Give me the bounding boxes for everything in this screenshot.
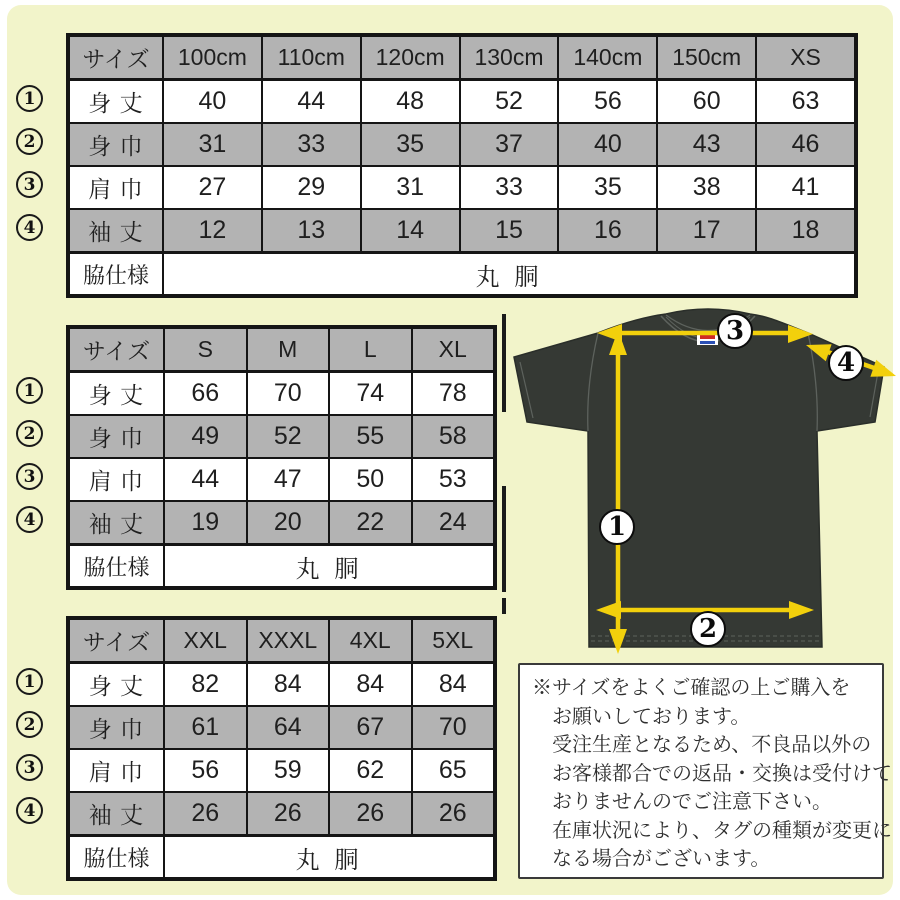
size-value: 64 bbox=[247, 706, 330, 749]
size-value: 44 bbox=[262, 80, 361, 123]
notice-line: お願いしております。 bbox=[552, 705, 751, 728]
purchase-notice bbox=[518, 663, 892, 879]
size-value: 38 bbox=[657, 166, 756, 209]
size-value: 12 bbox=[163, 209, 262, 252]
size-value: 27 bbox=[163, 166, 262, 209]
row-marker: 3 bbox=[16, 171, 43, 198]
size-value: 35 bbox=[558, 166, 657, 209]
column-header: サイズ bbox=[69, 36, 163, 80]
size-value: 44 bbox=[164, 458, 247, 501]
row-marker: 4 bbox=[16, 506, 43, 533]
size-value: 59 bbox=[247, 749, 330, 792]
row-label: 袖 丈 bbox=[69, 792, 164, 835]
column-header: 140cm bbox=[558, 36, 657, 80]
size-value: 56 bbox=[164, 749, 247, 792]
size-value: 18 bbox=[756, 209, 855, 252]
size-value: 56 bbox=[558, 80, 657, 123]
size-value: 29 bbox=[262, 166, 361, 209]
size-value: 70 bbox=[247, 372, 330, 415]
row-label: 身 巾 bbox=[69, 123, 163, 166]
size-value: 13 bbox=[262, 209, 361, 252]
size-value: 61 bbox=[164, 706, 247, 749]
size-value: 40 bbox=[163, 80, 262, 123]
size-value: 53 bbox=[412, 458, 495, 501]
notice-line: お客様都合での返品・交換は受付けて bbox=[552, 762, 892, 785]
shirt-marker-body-width: 2 bbox=[690, 611, 726, 647]
size-value: 62 bbox=[329, 749, 412, 792]
size-value: 15 bbox=[460, 209, 559, 252]
column-header: XL bbox=[412, 328, 495, 372]
kids-size-table bbox=[66, 33, 858, 298]
row-label: 袖 丈 bbox=[69, 501, 164, 544]
size-value: 52 bbox=[247, 415, 330, 458]
row-marker: 2 bbox=[16, 711, 43, 738]
row-label: 身 巾 bbox=[69, 415, 164, 458]
big-size-table bbox=[66, 616, 497, 881]
size-value: 63 bbox=[756, 80, 855, 123]
size-value: 35 bbox=[361, 123, 460, 166]
row-marker: 4 bbox=[16, 797, 43, 824]
size-value: 19 bbox=[164, 501, 247, 544]
side-spec-label: 脇仕様 bbox=[69, 252, 163, 295]
row-marker: 2 bbox=[16, 128, 43, 155]
size-value: 22 bbox=[329, 501, 412, 544]
column-header: サイズ bbox=[69, 619, 164, 663]
side-spec-label: 脇仕様 bbox=[69, 544, 164, 587]
side-spec-label: 脇仕様 bbox=[69, 835, 164, 878]
size-value: 26 bbox=[412, 792, 495, 835]
size-value: 60 bbox=[657, 80, 756, 123]
size-value: 33 bbox=[262, 123, 361, 166]
row-label: 身 丈 bbox=[69, 663, 164, 706]
notice-line: 受注生産となるため、不良品以外の bbox=[552, 734, 872, 756]
notice-line: 在庫状況により、タグの種類が変更に bbox=[552, 819, 892, 842]
size-value: 70 bbox=[412, 706, 495, 749]
row-label: 身 丈 bbox=[69, 372, 164, 415]
row-label: 身 丈 bbox=[69, 80, 163, 123]
column-header: S bbox=[164, 328, 247, 372]
column-header: 110cm bbox=[262, 36, 361, 80]
size-value: 20 bbox=[247, 501, 330, 544]
column-header: 4XL bbox=[329, 619, 412, 663]
size-value: 48 bbox=[361, 80, 460, 123]
size-value: 82 bbox=[164, 663, 247, 706]
row-marker: 3 bbox=[16, 463, 43, 490]
column-header: 5XL bbox=[412, 619, 495, 663]
size-value: 50 bbox=[329, 458, 412, 501]
size-value: 26 bbox=[247, 792, 330, 835]
row-label: 身 巾 bbox=[69, 706, 164, 749]
side-spec-value: 丸 胴 bbox=[163, 252, 855, 295]
size-value: 67 bbox=[329, 706, 412, 749]
row-marker: 2 bbox=[16, 420, 43, 447]
column-header: XXL bbox=[164, 619, 247, 663]
column-header: L bbox=[329, 328, 412, 372]
notice-line: おりませんのでご注意下さい。 bbox=[552, 791, 832, 813]
row-marker: 1 bbox=[16, 377, 43, 404]
size-value: 31 bbox=[163, 123, 262, 166]
row-marker: 4 bbox=[16, 214, 43, 241]
column-header: 130cm bbox=[460, 36, 559, 80]
size-value: 41 bbox=[756, 166, 855, 209]
size-value: 49 bbox=[164, 415, 247, 458]
size-value: 31 bbox=[361, 166, 460, 209]
size-value: 55 bbox=[329, 415, 412, 458]
side-spec-value: 丸 胴 bbox=[164, 835, 494, 878]
row-label: 肩 巾 bbox=[69, 166, 163, 209]
row-label: 肩 巾 bbox=[69, 458, 164, 501]
notice-line: なる場合がございます。 bbox=[552, 848, 771, 870]
column-header: 150cm bbox=[657, 36, 756, 80]
size-value: 84 bbox=[329, 663, 412, 706]
row-marker: 1 bbox=[16, 85, 43, 112]
size-value: 33 bbox=[460, 166, 559, 209]
size-value: 46 bbox=[756, 123, 855, 166]
adult-size-table bbox=[66, 325, 497, 590]
size-value: 47 bbox=[247, 458, 330, 501]
row-marker: 3 bbox=[16, 754, 43, 781]
size-value: 26 bbox=[329, 792, 412, 835]
column-header: XXXL bbox=[247, 619, 330, 663]
size-value: 66 bbox=[164, 372, 247, 415]
size-value: 37 bbox=[460, 123, 559, 166]
column-header: M bbox=[247, 328, 330, 372]
size-value: 52 bbox=[460, 80, 559, 123]
size-value: 24 bbox=[412, 501, 495, 544]
shirt-marker-body-length: 1 bbox=[599, 509, 635, 545]
size-value: 84 bbox=[247, 663, 330, 706]
column-header: サイズ bbox=[69, 328, 164, 372]
row-marker: 1 bbox=[16, 668, 43, 695]
size-value: 78 bbox=[412, 372, 495, 415]
side-spec-value: 丸 胴 bbox=[164, 544, 494, 587]
size-value: 58 bbox=[412, 415, 495, 458]
photo-edge-artifact bbox=[502, 314, 506, 614]
size-value: 84 bbox=[412, 663, 495, 706]
size-value: 16 bbox=[558, 209, 657, 252]
shirt-marker-sleeve-length: 4 bbox=[828, 345, 864, 381]
size-value: 26 bbox=[164, 792, 247, 835]
size-value: 43 bbox=[657, 123, 756, 166]
size-value: 14 bbox=[361, 209, 460, 252]
column-header: 120cm bbox=[361, 36, 460, 80]
size-value: 40 bbox=[558, 123, 657, 166]
size-value: 65 bbox=[412, 749, 495, 792]
shirt-marker-shoulder-width: 3 bbox=[717, 313, 753, 349]
row-label: 肩 巾 bbox=[69, 749, 164, 792]
size-value: 74 bbox=[329, 372, 412, 415]
size-value: 17 bbox=[657, 209, 756, 252]
column-header: 100cm bbox=[163, 36, 262, 80]
row-label: 袖 丈 bbox=[69, 209, 163, 252]
notice-line: ※サイズをよくご確認の上ご購入を bbox=[532, 677, 851, 699]
column-header: XS bbox=[756, 36, 855, 80]
